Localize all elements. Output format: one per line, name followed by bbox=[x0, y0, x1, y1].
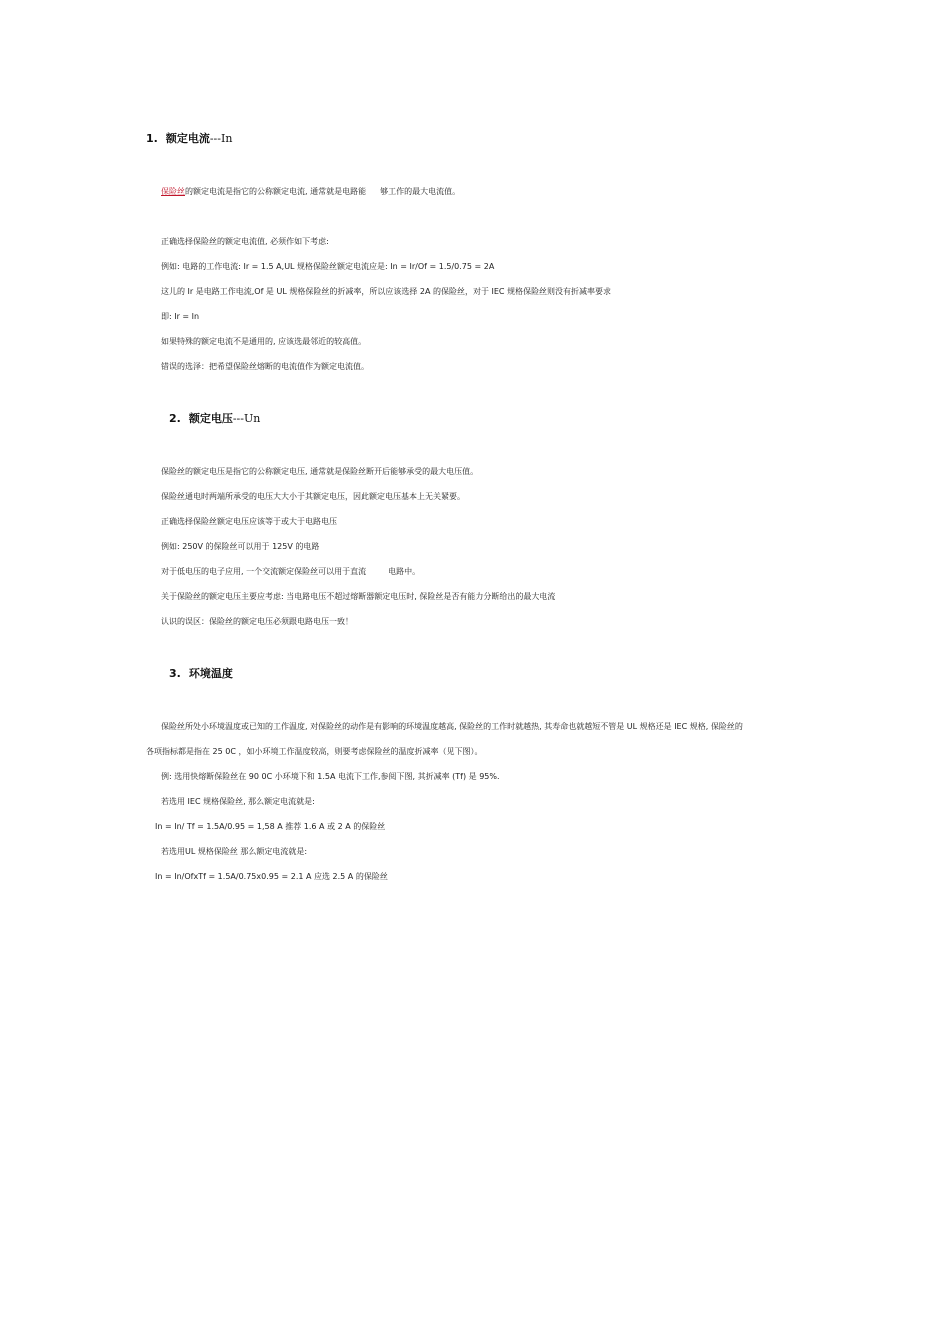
text-fragment: 的额定电流是指它的公称额定电流, 通常就是电路能 bbox=[185, 187, 367, 196]
paragraph-line: 正确选择保险丝额定电压应该等于或大于电路电压 bbox=[161, 517, 337, 526]
text-fragment: 对于低电压的电子应用, 一个交流额定保险丝可以用于直流 bbox=[161, 567, 367, 576]
section-title-code: ---In bbox=[209, 132, 233, 145]
section-2-heading bbox=[169, 410, 260, 426]
paragraph-line: 这儿的 Ir 是电路工作电流,Of 是 UL 规格保险丝的折减率，所以应该选择 2A 的保险丝，对于 IEC 规格保险丝则没有折减率要求 bbox=[161, 287, 612, 296]
section-title: 环境温度 bbox=[188, 667, 233, 680]
section-1-heading bbox=[146, 130, 232, 146]
paragraph-line: 各项指标都是指在 25 0C ，如小环境工作温度较高，则要考虑保险丝的温度折减率（见下图）。 bbox=[146, 747, 483, 756]
section-title: 额定电压 bbox=[188, 412, 233, 425]
paragraph-line: 关于保险丝的额定电压主要应考虑: 当电路电压不超过熔断器额定电压时, 保险丝是否有能力分断给出的最大电流 bbox=[161, 592, 556, 601]
formula-line: In = In/OfxTf = 1.5A/0.75x0.95 = 2.1 A 应选 2.5 A 的保险丝 bbox=[155, 872, 388, 881]
paragraph-line: 保险丝通电时两端所承受的电压大大小于其额定电压，因此额定电压基本上无关紧要。 bbox=[161, 492, 465, 501]
paragraph-line: 认识的误区：保险丝的额定电压必须跟电路电压一致！ bbox=[161, 617, 353, 626]
paragraph-line: 例: 选用快熔断保险丝在 90 0C 小环境下和 1.5A 电流下工作,参阅下图, 其折减率 (Tf) 是 95%. bbox=[161, 772, 500, 781]
section-title-code: ---Un bbox=[232, 412, 261, 425]
paragraph-line: 保险丝的额定电压是指它的公称额定电压, 通常就是保险丝断开后能够承受的最大电压值。 bbox=[161, 467, 479, 476]
paragraph-line: 即: Ir = In bbox=[161, 312, 200, 321]
paragraph-line: 例如: 250V 的保险丝可以用于 125V 的电路 bbox=[161, 542, 320, 551]
paragraph-line: 保险丝所处小环境温度或已知的工作温度, 对保险丝的动作是有影响的环境温度越高, 保险丝的工作时就越热, 其寿命也就越短不管是 UL 规格还是 IEC 规格, 保险丝的 bbox=[161, 722, 743, 731]
text-fragment: 够工作的最大电流值。 bbox=[380, 187, 461, 196]
section-title: 额定电流 bbox=[165, 132, 210, 145]
paragraph-line: 错误的选泽：把希望保险丝熔断的电流值作为额定电流值。 bbox=[161, 362, 369, 371]
section-number: 1. bbox=[146, 132, 158, 145]
fuse-link[interactable]: 保险丝 bbox=[161, 187, 185, 196]
section-number: 2. bbox=[169, 412, 181, 425]
paragraph-line bbox=[161, 186, 460, 198]
formula-line: In = In/ Tf = 1.5A/0.95 = 1,58 A 推荐 1.6 A 或 2 A 的保险丝 bbox=[155, 822, 386, 831]
section-3-heading bbox=[169, 665, 233, 681]
paragraph-line bbox=[161, 566, 420, 578]
section-number: 3. bbox=[169, 667, 181, 680]
text-fragment: 电路中。 bbox=[388, 567, 421, 576]
paragraph-line: 如果特殊的额定电流不是通用的, 应该选最邻近的较高值。 bbox=[161, 337, 367, 346]
paragraph-line: 正确选择保险丝的额定电流值, 必须作如下考虑: bbox=[161, 237, 329, 246]
paragraph-line: 若选用UL 规格保险丝 那么额定电流就是: bbox=[161, 847, 308, 856]
paragraph-line: 例如: 电路的工作电流: Ir = 1.5 A,UL 规格保险丝额定电流应是: In = Ir/Of = 1.5/0.75 = 2A bbox=[161, 262, 495, 271]
paragraph-line: 若选用 IEC 规格保险丝, 那么额定电流就是: bbox=[161, 797, 315, 806]
